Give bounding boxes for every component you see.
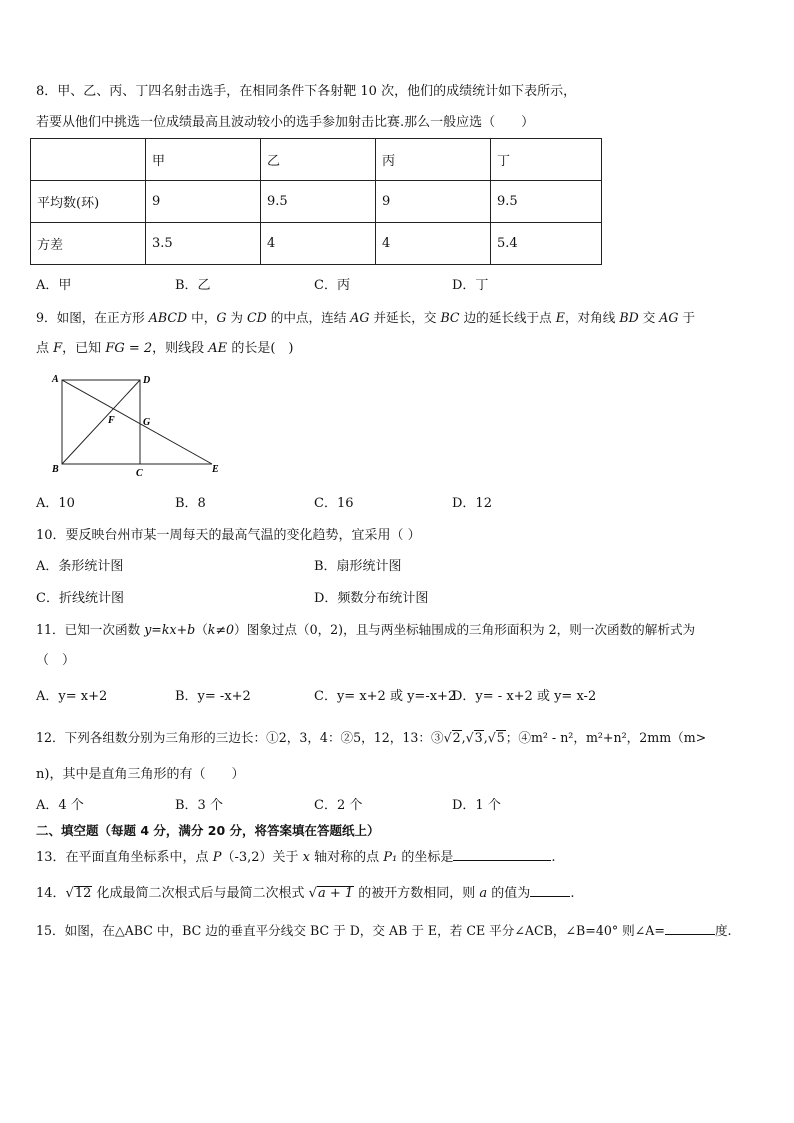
sqrt-icon: √ [308, 886, 317, 901]
q12-stem-line1: 12．下列各组数分别为三角形的三边长：①2，3，4：②5，12，13：③√2,√3,√5；④m² - n²，m²+n²，2mm（m> [36, 730, 707, 745]
q12-option-c[interactable]: C．2 个 [314, 798, 363, 813]
table-header-cell: 乙 [261, 139, 376, 181]
q13-text: . [551, 850, 556, 865]
q13-math: x [302, 850, 310, 865]
q10-option-a[interactable]: A．条形统计图 [36, 559, 124, 574]
sqrt-icon: √ [465, 730, 474, 745]
q13-math: P [212, 850, 222, 865]
q13-text: 的坐标是 [397, 850, 454, 865]
table-row [31, 223, 602, 265]
q9-math: FG = 2 [105, 341, 153, 356]
label-a: A [52, 374, 59, 385]
q14-math: a [479, 886, 488, 901]
q9-option-a[interactable]: A．10 [36, 496, 75, 511]
q11-option-d[interactable]: D．y= - x+2 或 y= x-2 [452, 689, 597, 704]
label-c: C [136, 468, 143, 479]
q9-text: 交 [638, 310, 660, 325]
q11-option-c[interactable]: C．y= x+2 或 y=-x+2 [314, 689, 457, 704]
q13-text: 13．在平面直角坐标系中，点 [36, 850, 213, 865]
q12-radicand: 5 [496, 730, 505, 745]
q8-score-table [30, 138, 602, 265]
q11-text: 11．已知一次函数 [36, 622, 145, 637]
table-cell: 方差 [31, 223, 146, 265]
line-ae [62, 380, 212, 464]
q9-text: 中， [187, 310, 217, 325]
q10-stem: 10．要反映台州市某一周每天的最高气温的变化趋势，宜采用（ ） [36, 528, 421, 543]
q14-text: 化成最简二次根式后与最简二次根式 [92, 886, 309, 901]
q9-math: CD [246, 310, 267, 325]
q12-text: 12．下列各组数分别为三角形的三边长：①2，3，4：②5，12，13：③ [36, 730, 444, 745]
q9-text: ，对角线 [564, 310, 620, 325]
table-row [31, 181, 602, 223]
q9-text: 为 [226, 310, 247, 325]
q13-stem [36, 848, 556, 868]
q9-text: 于 [678, 310, 696, 325]
q9-text: ，已知 [62, 341, 106, 356]
q9-square-figure [46, 370, 236, 480]
q9-math: E [555, 310, 565, 325]
q14-text: . [570, 886, 575, 901]
q11-option-a[interactable]: A．y= x+2 [36, 689, 108, 704]
table-cell: 4 [376, 223, 491, 265]
q11-text: ）图象过点（0，2)，且与两坐标轴围成的三角形面积为 2，则一次函数的解析式为 [234, 622, 696, 637]
sqrt-icon: √ [65, 886, 74, 901]
q14-text: 14． [36, 886, 66, 901]
q11-math: y=kx+b [144, 622, 196, 637]
q9-stem-line1 [36, 308, 695, 328]
q15-stem [36, 921, 732, 941]
q9-text: 点 [36, 341, 54, 356]
label-b: B [52, 464, 59, 475]
table-cell: 3.5 [146, 223, 261, 265]
q9-text: ，则线段 [152, 341, 209, 356]
q8-option-d[interactable]: D．丁 [452, 278, 489, 293]
q10-option-c[interactable]: C．折线统计图 [36, 591, 124, 606]
q9-math: F [53, 341, 63, 356]
table-header-cell: 丙 [376, 139, 491, 181]
q8-stem-line2: 若要从他们中挑选一位成绩最高且波动较小的选手参加射击比赛.那么一般应选（ ） [36, 115, 535, 130]
q14-radicand: a + 1 [317, 886, 354, 901]
q12-radicand: 3 [474, 730, 483, 745]
q10-option-b[interactable]: B．扇形统计图 [314, 559, 402, 574]
q11-option-b[interactable]: B．y= -x+2 [175, 689, 251, 704]
q9-option-d[interactable]: D．12 [452, 496, 492, 511]
q9-text: 的中点，连结 [266, 310, 351, 325]
q10-option-d[interactable]: D．频数分布统计图 [314, 591, 429, 606]
q8-option-c[interactable]: C．丙 [314, 278, 350, 293]
answer-blank[interactable] [530, 884, 570, 897]
q9-math: G [216, 310, 227, 325]
sqrt-icon: √ [487, 730, 496, 745]
q14-text: 的被开方数相同，则 [354, 886, 480, 901]
q15-text: 度. [714, 923, 732, 938]
q9-math: AG [659, 310, 679, 325]
table-cell: 9 [146, 181, 261, 223]
answer-blank[interactable] [453, 848, 551, 861]
label-e: E [212, 464, 219, 475]
label-f: F [108, 415, 115, 426]
label-g: G [143, 417, 151, 428]
q12-stem-line2: n)，其中是直角三角形的有（ ） [36, 767, 245, 782]
sqrt-icon: √ [443, 730, 452, 745]
q11-stem-line1 [36, 620, 695, 640]
q9-math: AG [350, 310, 370, 325]
q9-text: 并延长，交 [369, 310, 441, 325]
q12-option-d[interactable]: D．1 个 [452, 798, 501, 813]
q9-text: 边的延长线于点 [459, 310, 556, 325]
table-header-cell: 丁 [491, 139, 602, 181]
table-cell: 9.5 [491, 181, 602, 223]
q12-option-b[interactable]: B．3 个 [175, 798, 223, 813]
q11-math: k≠0 [207, 622, 234, 637]
q12-option-a[interactable]: A．4 个 [36, 798, 84, 813]
q9-math: ABCD [148, 310, 188, 325]
q13-text: 轴对称的点 [309, 850, 384, 865]
q9-math: BD [619, 310, 639, 325]
q12-radicand: 2 [452, 730, 461, 745]
answer-blank[interactable] [665, 922, 715, 935]
q12-text: ；④m² - n²，m²+n²，2mm（m> [505, 730, 707, 745]
q9-option-c[interactable]: C．16 [314, 496, 354, 511]
table-header-row [31, 139, 602, 181]
label-d: D [143, 375, 151, 386]
q8-stem-line1: 8．甲、乙、丙、丁四名射击选手，在相同条件下各射靶 10 次，他们的成绩统计如下表所示， [36, 84, 577, 99]
table-cell: 9 [376, 181, 491, 223]
q9-math: BC [440, 310, 460, 325]
q9-math: AE [208, 341, 228, 356]
q8-option-a[interactable]: A．甲 [36, 278, 72, 293]
q15-text: 15．如图，在△ABC 中，BC 边的垂直平分线交 BC 于 D，交 AB 于 E，若 CE 平分∠ACB，∠B=40° 则∠A= [36, 923, 665, 938]
q8-option-b[interactable]: B．乙 [175, 278, 211, 293]
diagonal-bd [62, 380, 140, 464]
table-cell: 平均数(环) [31, 181, 146, 223]
table-header-cell [31, 139, 146, 181]
table-cell: 5.4 [491, 223, 602, 265]
section-heading: 二、填空题（每题 4 分，满分 20 分，将答案填在答题纸上） [36, 823, 380, 838]
q9-option-b[interactable]: B．8 [175, 496, 206, 511]
q13-math: P₁ [383, 850, 398, 865]
q11-stem-line2: （ ） [36, 653, 76, 668]
q9-text: 9．如图，在正方形 [36, 310, 149, 325]
q14-text: 的值为 [487, 886, 531, 901]
table-header-cell: 甲 [146, 139, 261, 181]
q9-text: 的长是( ) [227, 341, 294, 356]
q13-text: （-3,2）关于 [221, 850, 303, 865]
q9-stem-line2 [36, 339, 293, 359]
q14-radicand: 12 [74, 886, 92, 901]
q11-text: （ [195, 622, 208, 637]
q14-stem [36, 884, 574, 904]
table-cell: 4 [261, 223, 376, 265]
table-cell: 9.5 [261, 181, 376, 223]
